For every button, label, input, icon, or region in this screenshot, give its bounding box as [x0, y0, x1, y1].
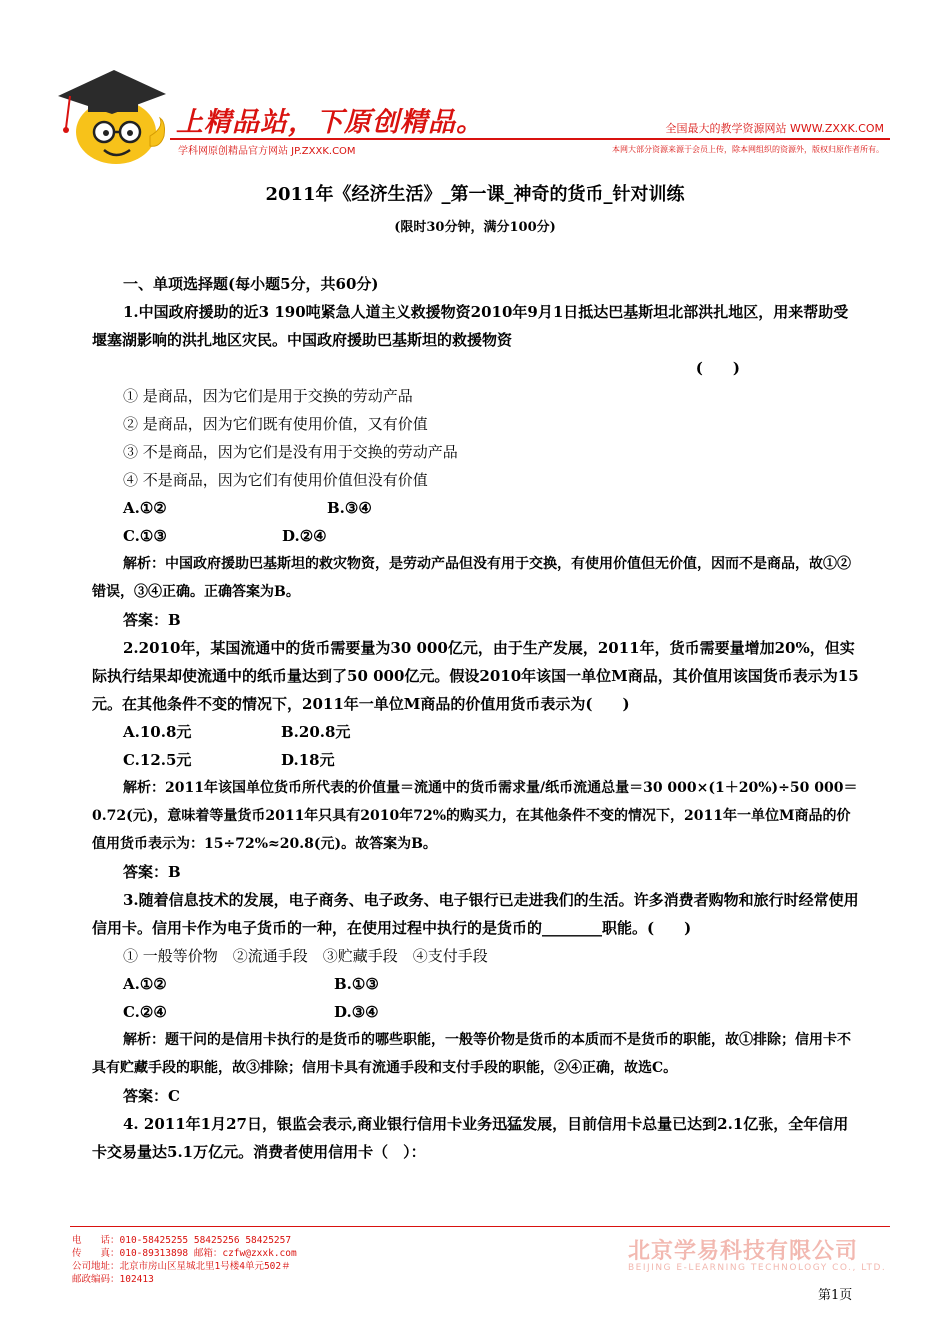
footer-address: 公司地址：北京市房山区星城北里1号楼4单元502＃	[72, 1261, 291, 1272]
question-3-choices-row1	[92, 970, 862, 998]
choice-c: C.②④	[123, 1003, 167, 1021]
document-title: 2011年《经济生活》_第一课_神奇的货币_针对训练	[265, 184, 685, 205]
footer-postcode: 邮政编码：102413	[72, 1274, 154, 1285]
company-name: 北京学易科技有限公司	[628, 1239, 859, 1264]
page-number: 第1页	[818, 1288, 853, 1303]
question-3-stem: 3.随着信息技术的发展，电子商务、电子政务、电子银行已走进我们的生活。许多消费者购物和旅行时经常使用信用卡。信用卡作为电子货币的一种，在使用过程中执行的是货币的________职能。( )	[92, 891, 859, 937]
question-1-choices-row1	[92, 494, 862, 522]
question-1-item: ① 是商品，因为它们是用于交换的劳动产品	[123, 387, 413, 405]
mascot-logo-icon	[52, 66, 170, 166]
question-1-explanation: 解析：中国政府援助巴基斯坦的救灾物资，是劳动产品但没有用于交换，有使用价值但无价值，因而不是商品，故①②错误，③④正确。正确答案为B。	[92, 556, 851, 600]
question-1-answer: 答案：B	[123, 611, 181, 629]
question-2-explanation: 解析：2011年该国单位货币所代表的价值量＝流通中的货币需求量/纸币流通总量＝30 000×(1＋20%)÷50 000＝0.72(元)，意味着等量货币2011年只具有2010年72%的购买力，在其他条件不变的情况下，2011年一单位M商品的价值用货币表示为：15÷72%≈20.8(元)。故答案为B。	[92, 780, 858, 852]
question-4-stem: 4. 2011年1月27日，银监会表示,商业银行信用卡业务迅猛发展，目前信用卡总量已达到2.1亿张，全年信用卡交易量达5.1万亿元。消费者使用信用卡（ ）：	[92, 1115, 849, 1161]
question-3-choices-row2	[92, 998, 862, 1026]
choice-a: A.10.8元	[123, 723, 192, 741]
document-body	[92, 270, 862, 1166]
footer-phone: 电 话：010-58425255 58425256 58425257	[72, 1235, 292, 1246]
question-1-item: ② 是商品，因为它们既有使用价值，又有价值	[123, 415, 428, 433]
question-2-choices-row2	[92, 746, 862, 774]
question-2-stem: 2.2010年，某国流通中的货币需要量为30 000亿元，由于生产发展，2011年，货币需要量增加20%，但实际执行结果却使流通中的纸币量达到了50 000亿元。假设2010年该国一单位M商品，其价值用该国货币表示为15元。在其他条件不变的情况下，2011年一单位M商品的价值用货币表示为( )	[92, 639, 859, 713]
footer-divider	[70, 1226, 890, 1227]
copyright-notice: 本网大部分资源来源于会员上传，除本网组织的资源外，版权归原作者所有。	[612, 145, 884, 154]
page-header	[0, 0, 950, 160]
choice-a: A.①②	[123, 499, 167, 517]
choice-d: D.②④	[282, 527, 327, 545]
footer-fax: 传 真：010-89313898 邮箱：czfw@zxxk.com	[72, 1248, 297, 1259]
question-1-paren: ( )	[695, 359, 740, 377]
question-3-explanation: 解析：题干问的是信用卡执行的是货币的哪些职能，一般等价物是货币的本质而不是货币的职能，故①排除；信用卡不具有贮藏手段的职能，故③排除；信用卡具有流通手段和支付手段的职能，②④正确，故选C。	[92, 1032, 851, 1076]
site-tagline: 全国最大的教学资源网站 WWW.ZXXK.COM	[665, 122, 884, 135]
choice-b: B.③④	[327, 499, 372, 517]
choice-a: A.①②	[123, 975, 167, 993]
company-name-en: BEIJING E-LEARNING TECHNOLOGY CO., LTD.	[628, 1263, 887, 1273]
choice-c: C.①③	[123, 527, 167, 545]
question-1-stem: 1.中国政府援助的近3 190吨紧急人道主义救援物资2010年9月1日抵达巴基斯坦北部洪扎地区，用来帮助受堰塞湖影响的洪扎地区灾民。中国政府援助巴基斯坦的救援物资	[92, 303, 849, 349]
choice-b: B.①③	[334, 975, 379, 993]
choice-d: D.③④	[334, 1003, 379, 1021]
choice-c: C.12.5元	[123, 751, 192, 769]
choice-b: B.20.8元	[281, 723, 351, 741]
footer-contact	[72, 1234, 297, 1286]
choice-d: D.18元	[281, 751, 335, 769]
question-3-answer: 答案：C	[123, 1087, 180, 1105]
question-3-items: ① 一般等价物 ②流通手段 ③贮藏手段 ④支付手段	[123, 947, 488, 965]
question-2-choices-row1	[92, 718, 862, 746]
document-subtitle: (限时30分钟，满分100分)	[394, 220, 556, 235]
section-heading: 一、单项选择题(每小题5分，共60分)	[123, 275, 379, 293]
slogan: 上精品站，下原创精品。	[176, 107, 484, 138]
question-1-item: ③ 不是商品，因为它们是没有用于交换的劳动产品	[123, 443, 458, 461]
question-2-answer: 答案：B	[123, 863, 181, 881]
official-site: 学科网原创精品官方网站 JP.ZXXK.COM	[178, 146, 356, 157]
question-1-choices-row2	[92, 522, 862, 550]
header-divider	[170, 138, 890, 140]
question-1-item: ④ 不是商品，因为它们有使用价值但没有价值	[123, 471, 428, 489]
